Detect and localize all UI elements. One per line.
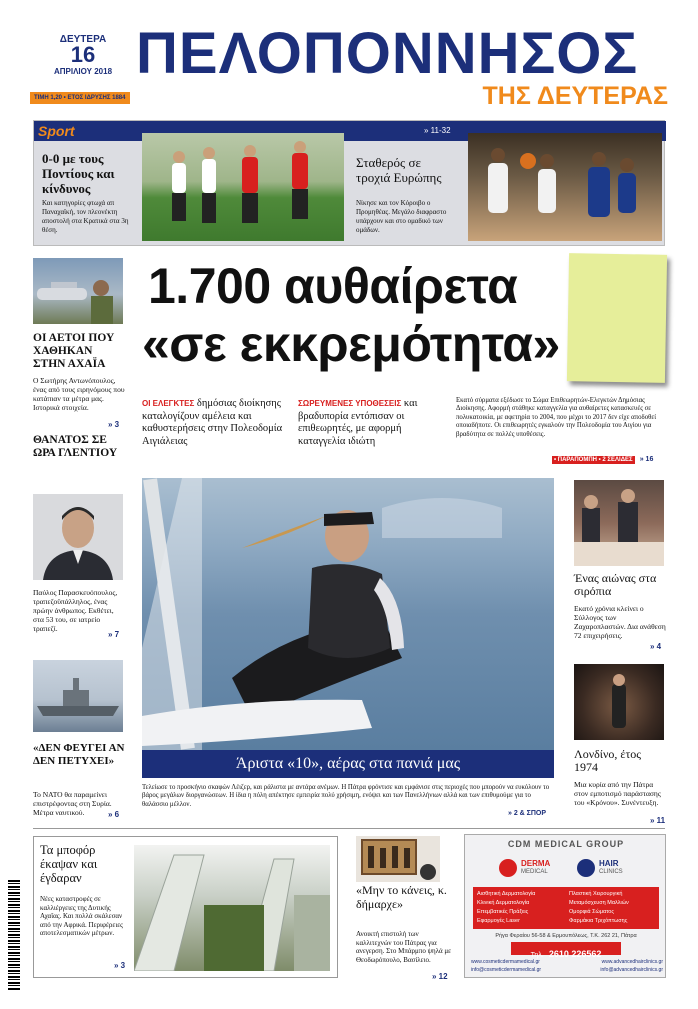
sport-left-text: Και κατηγορίες φτωχά απ Παναχαϊκή, τον πλεονέκτη αποστολή στα Κρατικά στα 3η θέση. <box>42 199 129 234</box>
main-headline-line1: 1.700 αυθαίρετα <box>148 258 518 314</box>
pastry-photo <box>574 480 664 566</box>
main-col1-kicker: ΟΙ ΕΛΕΓΚΤΕΣ <box>142 399 195 408</box>
ad-service: Επεμβατικές Πράξεις <box>477 909 529 915</box>
main-col3-page: » 16 <box>639 456 654 463</box>
right-story2-headline: Λονδίνο, έτος 1974 <box>574 747 642 774</box>
sailing-caption: Άριστα «10», αέρας στα πανιά μας <box>235 755 461 772</box>
ad-service: Αισθητική Δερματολογία <box>477 891 536 897</box>
left-story1-text: Ο Σωτήρης Αντωνόπουλος, ένας από τους ειρηνόμους που κατάπιαν τα μέτρα μας. Ιστορικά στοιχεία. <box>33 376 125 412</box>
main-col1 <box>142 398 290 448</box>
greenhouse-photo <box>134 845 330 971</box>
left-story3-headline: «ΔΕΝ ΦΕΥΓΕΙ ΑΝ ΔΕΝ ΠΕΤΥΧΕΙ» <box>33 742 125 767</box>
ad-service: Μεταμόσχευση Μαλλιών <box>569 900 629 906</box>
art-headline: «Μην το κάνεις, κ. δήμαρχε» <box>356 883 447 911</box>
sticky-note <box>567 253 667 383</box>
ad-service: Φαρμάκια Τριχόπτωσης <box>569 918 628 924</box>
main-col2 <box>298 398 446 448</box>
ad-contacts <box>471 958 663 974</box>
main-col1-text: δημόσιας διοίκησης καταλογίζουν αμέλεια και καθυστερήσεις στην Πολεοδομία Αιγιάλειας <box>142 398 283 447</box>
art-text: Ανοικτή επιστολή των καλλιτεχνών του Πάτρας για ανεγερση. Στο Μπάρμπο ψηλά με Θεοδωρόπουλο, Βασίλειο. <box>356 930 452 964</box>
price-bar <box>30 92 130 104</box>
sport-right-headline: Σταθερός σε τροχιά Ευρώπης <box>356 155 442 185</box>
main-col2-text: και βραδυπορία εντόπισαν οι επιθεωρητές, με αφορμή καταγγελία ιδιώτη <box>298 398 418 447</box>
ad-brand2: HAIR <box>599 859 619 868</box>
newspaper-subtitle: ΤΗΣ ΔΕΥΤΕΡΑΣ <box>482 82 668 110</box>
masthead <box>0 0 698 118</box>
victim-portrait <box>33 494 123 580</box>
greenhouse-headline: Τα μποφόρ έκαψαν και έγδαραν <box>40 843 98 885</box>
issue-date-number: 16 <box>70 42 96 67</box>
ad-title: CDM MEDICAL GROUP <box>507 839 625 849</box>
ad-service: Εφαρμογές Laser <box>477 918 520 924</box>
ad-phone: 2610 226562 <box>548 949 602 959</box>
theatre-photo <box>574 664 664 740</box>
warship-photo <box>33 660 123 732</box>
right-story2-text: Μια κυρία από την Πάτρα στον εμποτισμό παράστασης του «Κρόνου». Συνέντευξη. <box>574 780 661 807</box>
right-story1-page: » 4 <box>650 642 662 651</box>
art-page: » 12 <box>432 972 448 981</box>
left-story2-text: Παύλος Παρασκευόπουλος, τραπεζοϋπάλληλος, ένας πρώην άνθρωπος. Εκθέτει, στα 53 του, σε ιατρείο τραπεζί. <box>33 588 118 633</box>
sport-left-headline: 0-0 με τους Ποντίους και κίνδυνος <box>42 151 115 196</box>
main-col3-text: Εκατό σύρματα εξέδωσε το Σώμα Επιθεωρητών-Ελεγκτών Δημόσιας Διοίκησης. Αφορμή στάθηκε καταγγελία για αυθαίρετες κατασκευές σε πολυκατοικία, με αφετηρία το 2004, που μέχρι το 2017 δεν είχε αποδοθεί οποιαδήποτε. Οι επιθεωρητές εγκαλούν την Πολεοδομία του Αιγίου για βραδύτητα σε πολλές υποθέσεις. <box>456 397 657 438</box>
main-col2-kicker: ΣΩΡΕΥΜΕΝΕΣ ΥΠΟΘΕΣΕΙΣ <box>298 399 402 408</box>
derma-logo-icon <box>499 859 517 877</box>
ad-brand2-sub: CLINICS <box>599 869 623 875</box>
ad-service: Πλαστική Χειρουργική <box>569 891 623 897</box>
sailing-photo <box>142 478 554 750</box>
ad-services-box <box>473 887 659 929</box>
left-story1-page: » 3 <box>108 420 120 429</box>
ad-services-right <box>569 890 657 926</box>
medical-ad <box>464 834 666 978</box>
aetoi-photo <box>33 258 123 324</box>
greenhouse-page: » 3 <box>114 961 126 970</box>
right-story1-text: Εκατό χρόνια κλείνει ο Σύλλογος των Ζαχαροπλαστών. Δια ανάθεση 72 επιχειρήσεις. <box>574 604 666 640</box>
main-col3-tag: • ΠΑΡΑΠΟΜΠΗ • 2 ΣΕΛΙΔΕΣ <box>554 457 633 463</box>
issue-day: ΔΕΥΤΕΡΑ <box>59 34 107 45</box>
ad-email2[interactable]: info@advancedhairclinics.gr <box>600 967 663 973</box>
hair-logo-icon <box>577 859 595 877</box>
ad-phone-label: Τηλ. <box>530 952 544 959</box>
ad-web1[interactable]: www.cosmeticdermamedical.gr <box>471 959 540 965</box>
right-story2-page: » 11 <box>650 816 666 825</box>
ad-service: Ομορφιά Σώματος <box>569 909 614 915</box>
ad-email1[interactable]: info@cosmeticdermamedical.gr <box>471 967 542 973</box>
sailing-page: » 2 & ΣΠΟΡ <box>508 810 547 817</box>
sport-band <box>33 120 665 246</box>
basketball-photo <box>468 133 662 241</box>
left-story2-page: » 7 <box>108 630 120 639</box>
ad-brand1-sub: MEDICAL <box>521 869 548 875</box>
right-story1-headline: Ένας αιώνας στα σιρόπια <box>574 571 657 598</box>
price-text: ΤΙΜΗ 1,20 • ΕΤΟΣ ΙΔΡΥΣΗΣ 1884 <box>34 95 126 101</box>
ad-web2[interactable]: www.advancedhairclinics.gr <box>601 959 663 965</box>
left-story3-page: » 6 <box>108 810 120 819</box>
barcode <box>8 880 20 990</box>
newspaper-title: ΠΕΛΟΠΟΝΝΗΣΟΣ <box>136 21 639 86</box>
left-story1-headline: ΟΙ ΑΕΤΟΙ ΠΟΥ ΧΑΘΗΚΑΝ ΣΤΗΝ ΑΧΑΪΑ <box>33 332 115 370</box>
ad-service: Κλινική Δερματολογία <box>477 900 530 906</box>
left-story3-text: Το ΝΑΤΟ θα παραμείνει επιστρέφοντας στη Συρία. Μέτρα ναυτικού. <box>33 790 112 817</box>
ad-brand1: DERMA <box>521 859 551 868</box>
greenhouse-text: Νέες καταστροφές σε καλλιέργειες της Δυτικής Αχαΐας. Και πολλά σκάλεσαν από την Αφρικά. Περιφέρειες αποτελεσματικών μέτρων. <box>40 895 123 938</box>
sport-right-text: Νίκησε και τον Κόροιβο ο Προμηθέας. Μεγάλο διαφραστο υπάρχουν και στο ομαδικό των ομάδων. <box>356 199 447 234</box>
greenhouse-box <box>33 836 338 978</box>
sport-pages: » 11-32 <box>424 126 451 135</box>
ad-services-left <box>477 890 567 926</box>
art-photo <box>356 836 440 882</box>
ad-phone-box <box>511 942 621 959</box>
sailing-caption-bar <box>142 750 554 778</box>
left-story2-headline: ΘΑΝΑΤΟΣ ΣΕ ΩΡΑ ΓΛΕΝΤΙΟΥ <box>33 434 118 459</box>
main-headline-line2: «σε εκκρεμότητα» <box>142 316 560 372</box>
sport-label: Sport <box>38 123 75 139</box>
issue-month-year: ΑΠΡΙΛΙΟΥ 2018 <box>53 67 113 76</box>
football-photo <box>142 133 344 241</box>
bottom-rule <box>33 828 665 829</box>
ad-address: Ρήγα Φεραίου 56-58 & Ερμουπόλεως, Τ.Κ. 262 21, Πάτρα <box>495 933 637 939</box>
sailing-text: Τελείωσε το προσκήνιο σκαφών Λέιζερ, και ράλιστα με αντάρα ανέμων. Η Πάτρα φρόντισε και εμφάνισε στις περιοχές που μπορούν να ευκόλουν το βάρος μεγάλων διοργανώσεων. Η ίδια η πόλη απέκτησε εμπειρία πολύ χρήσιμη, ενόψει και των Πανελλήνιων αλλά και των επιθυμούμε για το θαλάσσιο μέλλον. <box>142 784 550 808</box>
main-col3-refs <box>552 446 666 463</box>
ad-logo1 <box>499 855 559 881</box>
ad-logo2 <box>577 855 637 881</box>
